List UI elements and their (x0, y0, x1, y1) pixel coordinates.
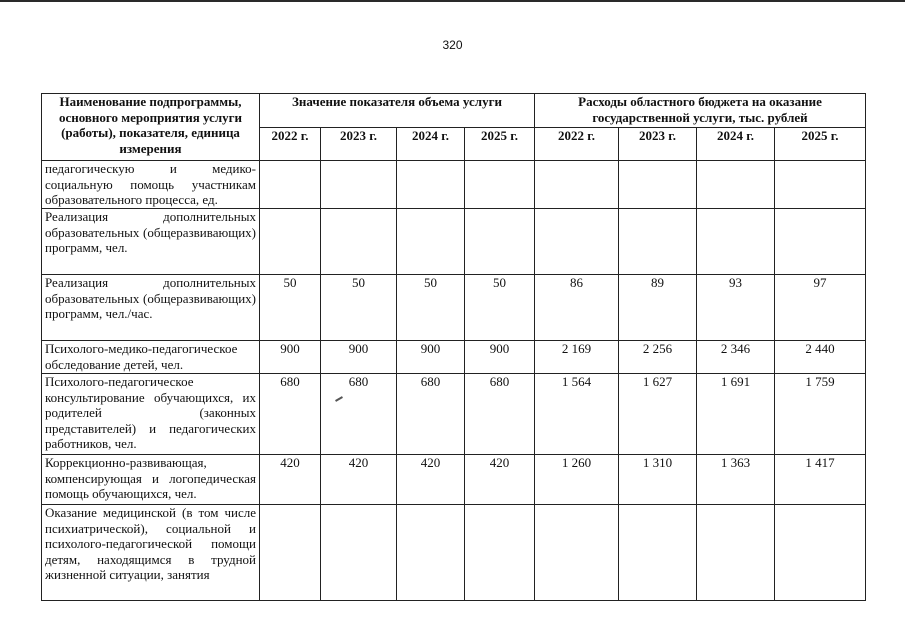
header-year: 2022 г. (260, 128, 321, 161)
cell-value: 2 346 (697, 341, 775, 374)
header-year: 2023 г. (321, 128, 397, 161)
row-label: Реализация дополнительных образовательных (общеразвивающих) программ, чел. (42, 209, 260, 275)
cell-value (775, 209, 866, 275)
cell-value: 1 310 (619, 455, 697, 505)
table-row (42, 161, 866, 209)
header-volume-group: Значение показателя объема услуги (260, 94, 535, 128)
cell-value (260, 161, 321, 209)
cell-value (535, 209, 619, 275)
cell-value: 1 691 (697, 374, 775, 455)
cell-value (321, 505, 397, 601)
cell-value (321, 209, 397, 275)
cell-value: 680 (397, 374, 465, 455)
cell-value: 50 (260, 275, 321, 341)
cell-value: 89 (619, 275, 697, 341)
cell-value (697, 161, 775, 209)
row-label: Психолого-педагогическое консультирование обучающихся, их родителей (законных представителей) и педагогических работников, чел. (42, 374, 260, 455)
page-number: 320 (442, 38, 463, 52)
budget-table (41, 93, 866, 601)
row-label: Коррекционно-развивающая, компенсирующая и логопедическая помощь обучающихся, чел. (42, 455, 260, 505)
cell-value: 2 256 (619, 341, 697, 374)
header-year: 2025 г. (775, 128, 866, 161)
cell-value: 680 (465, 374, 535, 455)
cell-value: 93 (697, 275, 775, 341)
cell-value: 900 (397, 341, 465, 374)
cell-value: 900 (465, 341, 535, 374)
cell-value: 680 (260, 374, 321, 455)
cell-value (619, 209, 697, 275)
cell-value: 900 (321, 341, 397, 374)
cell-value (465, 505, 535, 601)
cell-value: 420 (397, 455, 465, 505)
header-budget-group: Расходы областного бюджета на оказание государственной услуги, тыс. рублей (535, 94, 866, 128)
cell-value (321, 161, 397, 209)
top-border-line (0, 0, 905, 2)
cell-value: 1 627 (619, 374, 697, 455)
header-year: 2025 г. (465, 128, 535, 161)
header-name-column: Наименование подпрограммы, основного мероприятия услуги (работы), показателя, единица измерения (42, 94, 260, 161)
cell-value (397, 161, 465, 209)
cell-value: 97 (775, 275, 866, 341)
row-label: педагогическую и медико-социальную помощь участникам образовательного процесса, ед. (42, 161, 260, 209)
cell-value: 420 (260, 455, 321, 505)
cell-value: 900 (260, 341, 321, 374)
row-label: Реализация дополнительных образовательных (общеразвивающих) программ, чел./час. (42, 275, 260, 341)
table-row (42, 455, 866, 505)
cell-value: 2 169 (535, 341, 619, 374)
cell-value (619, 161, 697, 209)
cell-value (619, 505, 697, 601)
cell-value (465, 209, 535, 275)
cell-value: 1 363 (697, 455, 775, 505)
header-year: 2024 г. (397, 128, 465, 161)
header-year: 2022 г. (535, 128, 619, 161)
table-row (42, 374, 866, 455)
table-row (42, 505, 866, 601)
cell-value (535, 505, 619, 601)
cell-value: 50 (465, 275, 535, 341)
cell-value: 420 (321, 455, 397, 505)
header-year: 2024 г. (697, 128, 775, 161)
cell-value: 1 759 (775, 374, 866, 455)
header-year: 2023 г. (619, 128, 697, 161)
cell-value: 50 (397, 275, 465, 341)
cell-value (397, 505, 465, 601)
cell-value (697, 209, 775, 275)
cell-value: 2 440 (775, 341, 866, 374)
cell-value: 86 (535, 275, 619, 341)
cell-value: 680 (321, 374, 397, 455)
cell-value: 1 260 (535, 455, 619, 505)
cell-value (260, 505, 321, 601)
cell-value (535, 161, 619, 209)
table-row (42, 209, 866, 275)
cell-value: 50 (321, 275, 397, 341)
row-label: Оказание медицинской (в том числе психиатрической), социальной и психолого-педагогической помощи детям, находящимся в трудной жизненной ситуации, занятия (42, 505, 260, 601)
cell-value (465, 161, 535, 209)
cell-value (260, 209, 321, 275)
cell-value: 1 417 (775, 455, 866, 505)
cell-value (697, 505, 775, 601)
cell-value: 1 564 (535, 374, 619, 455)
cell-value (397, 209, 465, 275)
cell-value (775, 505, 866, 601)
table-row (42, 341, 866, 374)
table-row (42, 275, 866, 341)
cell-value (775, 161, 866, 209)
row-label: Психолого-медико-педагогическое обследование детей, чел. (42, 341, 260, 374)
cell-value: 420 (465, 455, 535, 505)
